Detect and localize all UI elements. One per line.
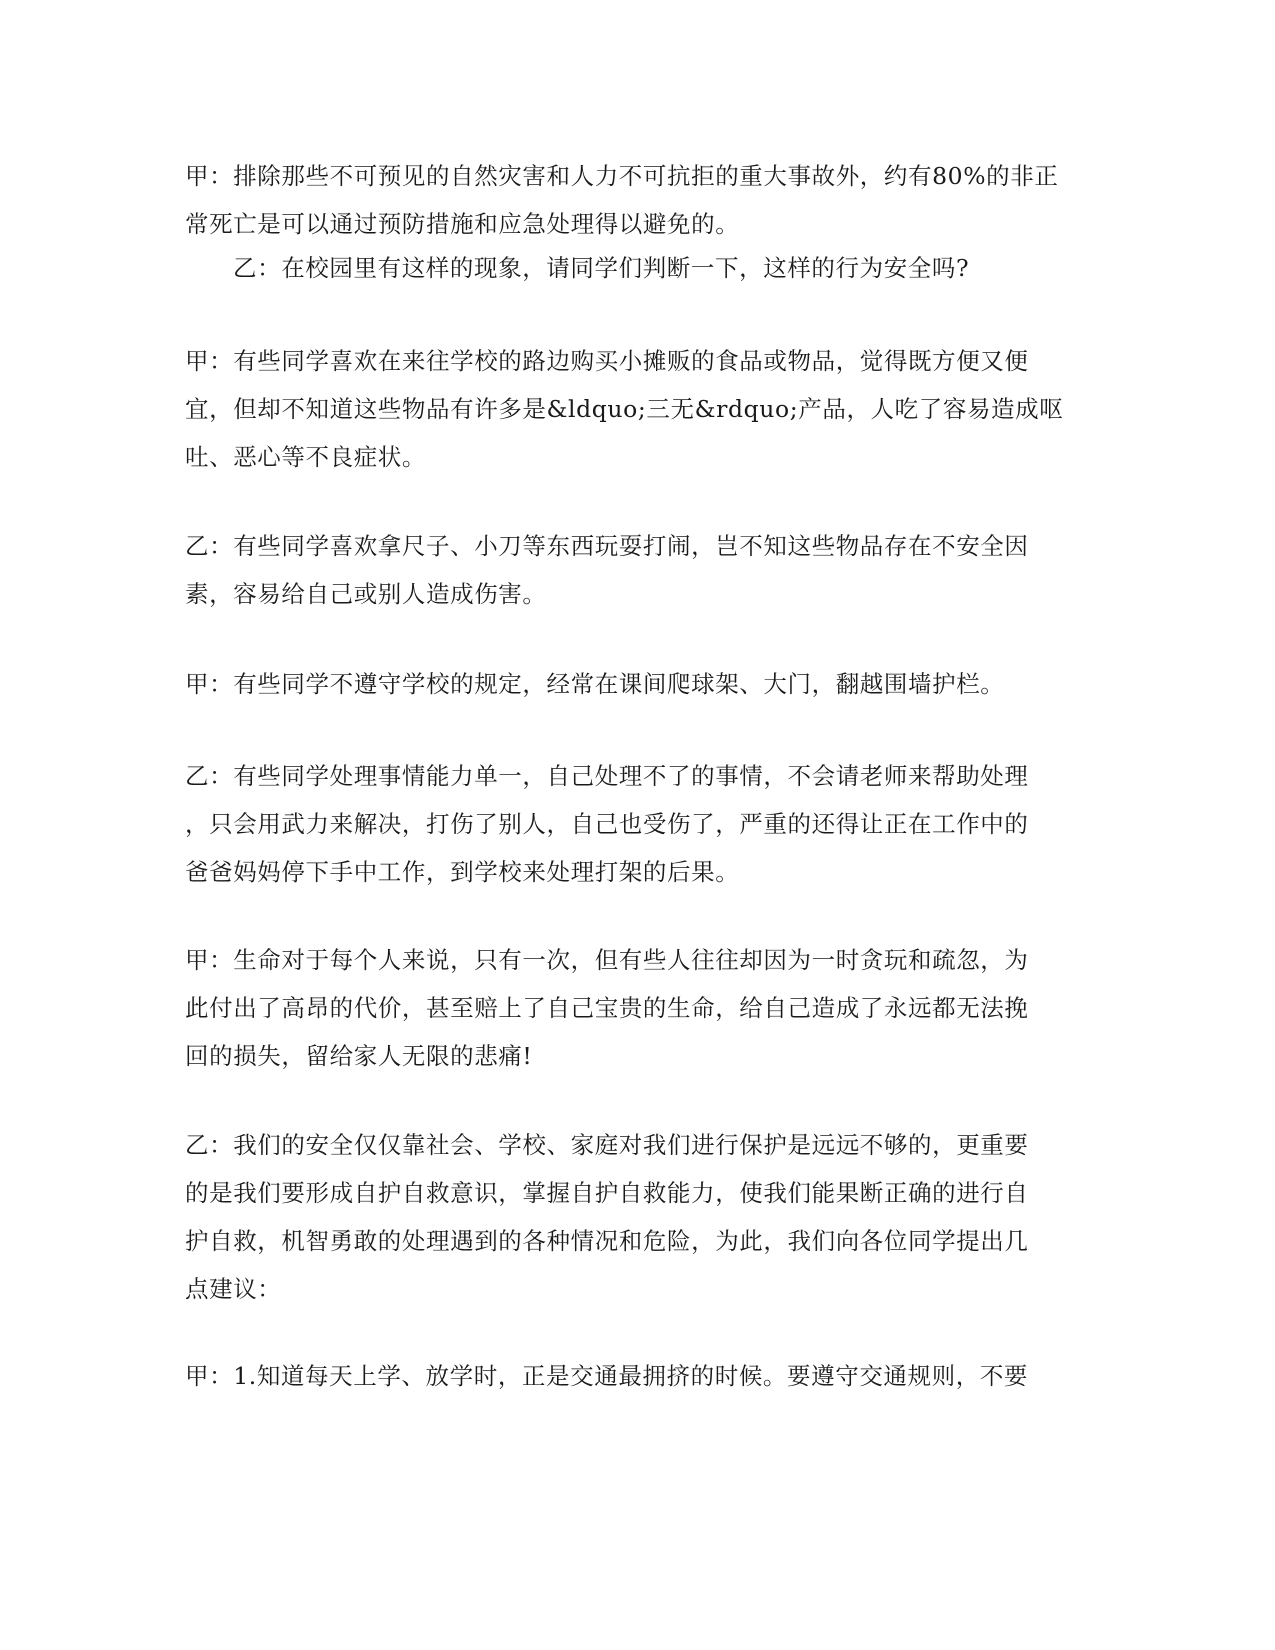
paragraph-9 <box>185 1352 1085 1400</box>
text-line: 乙：有些同学喜欢拿尺子、小刀等东西玩耍打闹，岂不知这些物品存在不安全因 <box>185 532 1029 560</box>
text-line: 乙：有些同学处理事情能力单一，自己处理不了的事情，不会请老师来帮助处理 <box>185 762 1029 790</box>
text-line: 甲：生命对于每个人来说，只有一次，但有些人往往却因为一时贪玩和疏忽，为 <box>185 946 1029 974</box>
text-line: 乙：在校园里有这样的现象，请同学们判断一下，这样的行为安全吗? <box>233 254 970 282</box>
text-line: 回的损失，留给家人无限的悲痛! <box>185 1042 533 1070</box>
paragraph-4 <box>185 522 1085 618</box>
paragraph-5 <box>185 660 1085 708</box>
paragraph-3 <box>185 337 1085 481</box>
text-line: 素，容易给自己或别人造成伤害。 <box>185 580 547 608</box>
text-line: 吐、恶心等不良症状。 <box>185 443 426 471</box>
text-line: ，只会用武力来解决，打伤了别人，自己也受伤了，严重的还得让正在工作中的 <box>185 810 1029 838</box>
text-line: 甲：有些同学喜欢在来往学校的路边购买小摊贩的食品或物品，觉得既方便又便 <box>185 347 1029 375</box>
text-line: 常死亡是可以通过预防措施和应急处理得以避免的。 <box>185 210 740 238</box>
text-line: 甲：排除那些不可预见的自然灾害和人力不可抗拒的重大事故外，约有80%的非正 <box>185 162 1059 190</box>
paragraph-1 <box>185 152 1085 248</box>
paragraph-7 <box>185 936 1085 1080</box>
text-line: 甲：1.知道每天上学、放学时，正是交通最拥挤的时候。要遵守交通规则，不要 <box>185 1362 1029 1390</box>
paragraph-8 <box>185 1121 1085 1313</box>
text-line: 的是我们要形成自护自救意识，掌握自护自救能力，使我们能果断正确的进行自 <box>185 1179 1029 1207</box>
text-line: 点建议： <box>185 1275 282 1303</box>
text-line: 宜，但却不知道这些物品有许多是&ldquo;三无&rdquo;产品，人吃了容易造成呕 <box>185 395 1064 423</box>
paragraph-6 <box>185 752 1085 896</box>
text-line: 此付出了高昂的代价，甚至赔上了自己宝贵的生命，给自己造成了永远都无法挽 <box>185 994 1029 1022</box>
text-line: 爸爸妈妈停下手中工作，到学校来处理打架的后果。 <box>185 858 740 886</box>
text-line: 甲：有些同学不遵守学校的规定，经常在课间爬球架、大门，翻越围墙护栏。 <box>185 670 1005 698</box>
text-line: 护自救，机智勇敢的处理遇到的各种情况和危险，为此，我们向各位同学提出几 <box>185 1227 1029 1255</box>
paragraph-2 <box>233 244 1133 292</box>
text-line: 乙：我们的安全仅仅靠社会、学校、家庭对我们进行保护是远远不够的，更重要 <box>185 1131 1029 1159</box>
